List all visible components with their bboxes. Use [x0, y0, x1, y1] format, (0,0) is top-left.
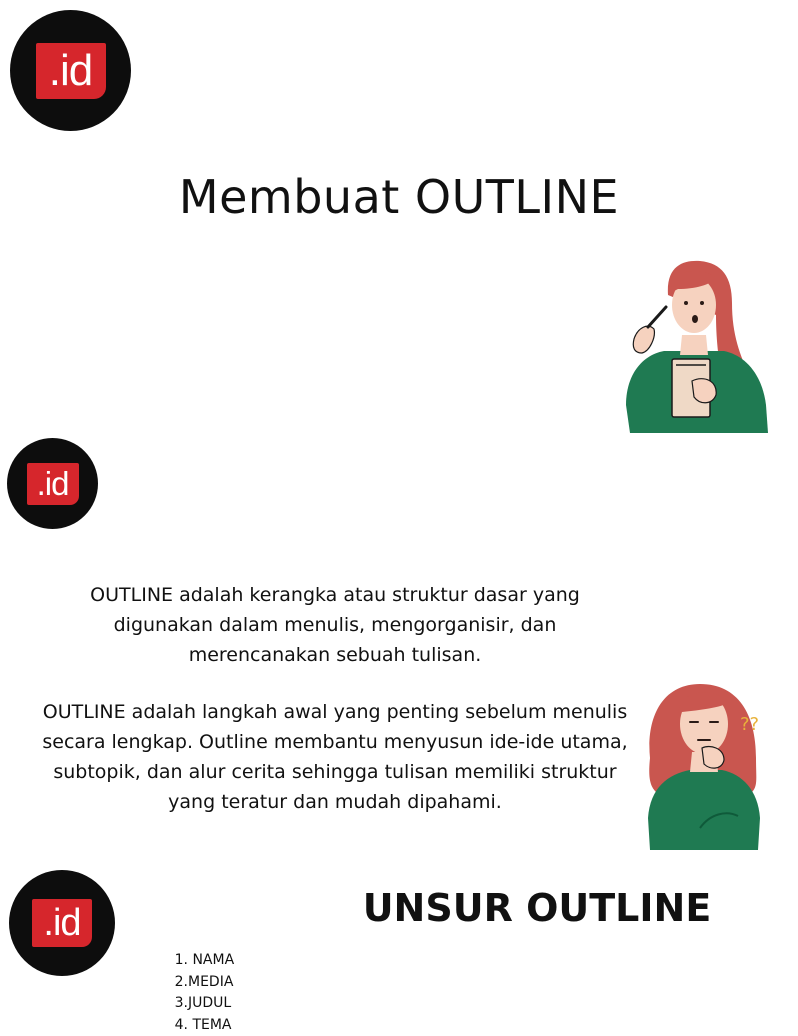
holding-hand: [692, 379, 716, 403]
definition-paragraph: OUTLINE adalah kerangka atau struktur dasar yang digunakan dalam menulis, mengorganisir, dan merencanakan sebuah tulisan.: [40, 580, 630, 670]
question-marks: ??: [740, 714, 759, 735]
id-logo-badge: .id: [32, 899, 92, 947]
pen-shape: [648, 307, 666, 327]
list-item: 3.JUDUL: [170, 993, 234, 1015]
list-item: 4. TEMA: [170, 1015, 234, 1036]
id-logo: [7, 438, 98, 529]
list-item: 2.MEDIA: [170, 972, 234, 994]
id-logo-badge: .id: [36, 43, 106, 99]
list-item: 1. NAMA: [170, 950, 234, 972]
woman-with-notepad-illustration: [620, 255, 768, 433]
id-logo: [9, 870, 115, 976]
explanation-paragraph: OUTLINE adalah langkah awal yang penting sebelum menulis secara lengkap. Outline membantu menyusun ide-ide utama, subtopik, dan alur cerita sehingga tulisan memiliki struktur yang teratur dan mudah dipahami.: [30, 697, 640, 817]
confused-woman-illustration: [640, 678, 768, 850]
outline-elements-list: [170, 950, 234, 1036]
neck-shape: [680, 335, 708, 355]
raised-hand: [633, 326, 654, 353]
page-title: Membuat OUTLINE: [0, 170, 798, 224]
sweater-shape: [648, 770, 760, 850]
id-logo-badge: .id: [27, 463, 79, 505]
id-logo: [10, 10, 131, 131]
section-title: UNSUR OUTLINE: [352, 886, 722, 930]
